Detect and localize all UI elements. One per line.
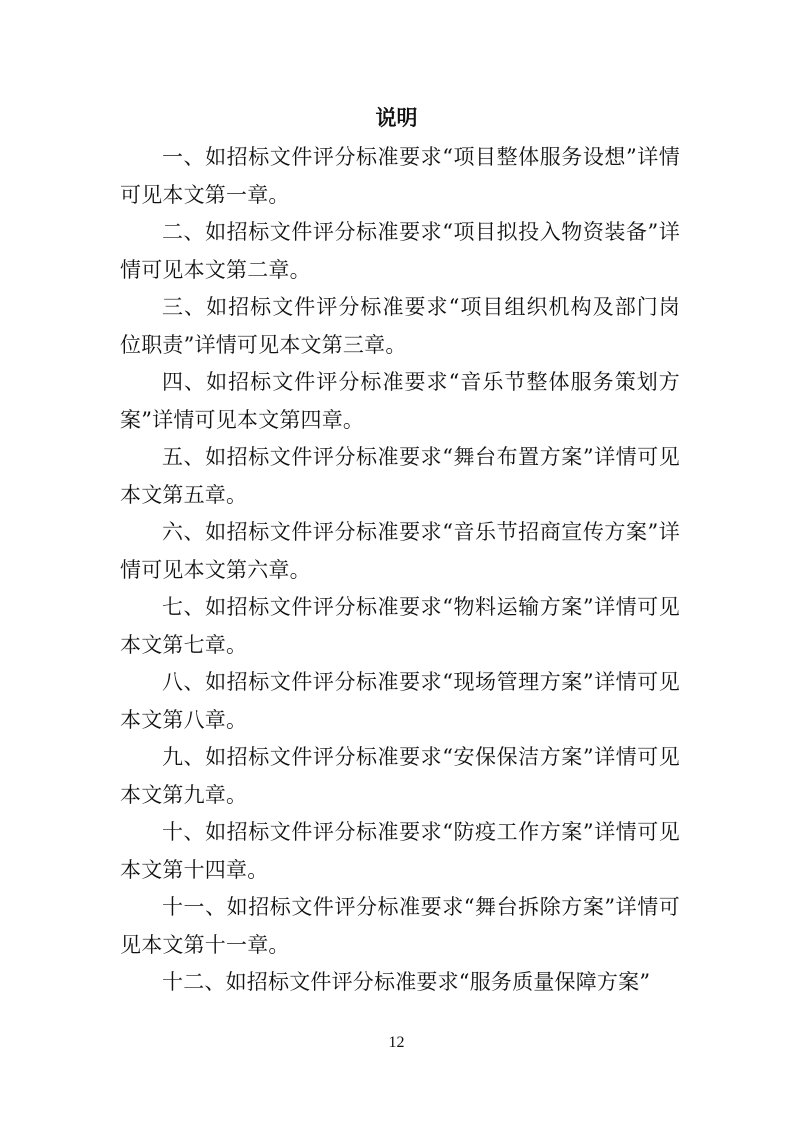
paragraph-5: 五、如招标文件评分标准要求“舞台布置方案”详情可见本文第五章。 [120,445,680,507]
paragraph-11: 十一、如招标文件评分标准要求“舞台拆除方案”详情可见本文第十一章。 [120,895,680,957]
paragraph-10: 十、如招标文件评分标准要求“防疫工作方案”详情可见本文第十四章。 [120,820,680,882]
paragraph-3: 三、如招标文件评分标准要求“项目组织机构及部门岗位职责”详情可见本文第三章。 [120,295,680,357]
paragraph-4: 四、如招标文件评分标准要求“音乐节整体服务策划方案”详情可见本文第四章。 [120,370,680,432]
page-title: 说明 [375,106,418,130]
paragraph-2: 二、如招标文件评分标准要求“项目拟投入物资装备”详情可见本文第二章。 [120,220,680,282]
paragraph-12: 十二、如招标文件评分标准要求“服务质量保障方案” [162,970,651,994]
paragraph-6: 六、如招标文件评分标准要求“音乐节招商宣传方案”详情可见本文第六章。 [120,520,680,582]
page-number: 12 [388,1034,405,1051]
paragraph-1: 一、如招标文件评分标准要求“项目整体服务设想”详情可见本文第一章。 [120,145,680,207]
paragraph-7: 七、如招标文件评分标准要求“物料运输方案”详情可见本文第七章。 [120,595,680,657]
paragraph-8: 八、如招标文件评分标准要求“现场管理方案”详情可见本文第八章。 [120,670,680,732]
paragraph-9: 九、如招标文件评分标准要求“安保保洁方案”详情可见本文第九章。 [120,745,680,807]
document-body [120,139,680,1002]
